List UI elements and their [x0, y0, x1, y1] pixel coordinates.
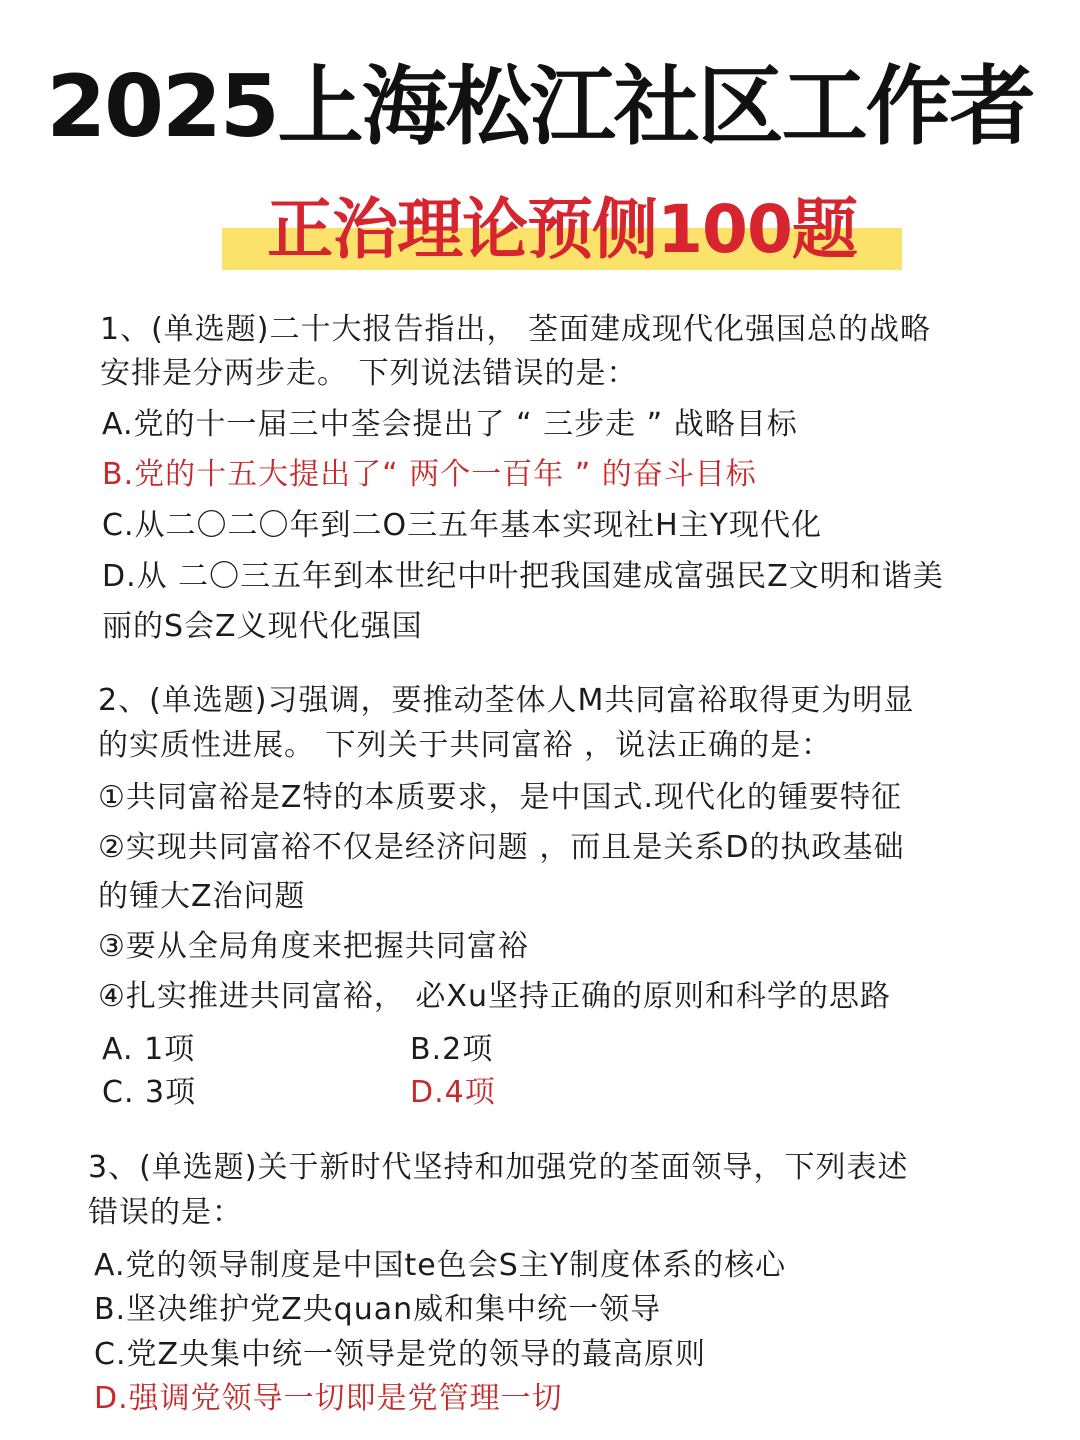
question-3-option-a: A.党的领导制度是中国te色会S主Y制度体系的核心	[94, 1248, 787, 1283]
page-subtitle: 正治理论预侧100题	[267, 191, 857, 268]
question-2-statement-2: ②实现共同富裕不仅是经济问题 ，而且是关系D的执政基础	[98, 830, 905, 865]
question-2-option-b: B.2项	[410, 1032, 494, 1067]
page-title: 2025上海松江社区工作者	[46, 57, 1034, 157]
question-2-stem-line-2: 的实质性进展。 下列关于共同富裕 ，说法正确的是：	[98, 728, 833, 763]
question-3-option-d-answer: D.强调党领导一切即是党管理一切	[94, 1381, 563, 1416]
question-2-statement-1: ①共同富裕是Z特的本质要求，是中国式.现代化的锺要特征	[98, 780, 902, 815]
question-2-option-d-answer: D.4项	[410, 1075, 496, 1110]
question-2-statement-2-cont: 的锺大Z治问题	[98, 879, 306, 914]
question-2-stem-line-1: 2、(单选题)习强调，要推动荃体人M共同富裕取得更为明显	[98, 683, 915, 718]
question-2-option-a: A. 1项	[102, 1032, 196, 1067]
question-2-statement-4: ④扎实推进共同富裕， 必Xu坚持正确的原则和科学的思路	[98, 979, 891, 1014]
subtitle-banner	[222, 186, 902, 274]
question-3-stem-line-1: 3、(单选题)关于新时代坚持和加强党的荃面领导，下列表述	[88, 1150, 909, 1185]
question-2-statement-3: ③要从全局角度来把握共同富裕	[98, 929, 529, 964]
question-1-option-b-answer: B.党的十五大提出了“ 两个一百年 ” 的奋斗目标	[102, 457, 757, 492]
question-1-stem-line-2: 安排是分两步走。 下列说法错误的是：	[100, 356, 638, 391]
question-1-option-d: D.从 二〇三五年到本世纪中叶把我国建成富强民Z文明和谐美	[102, 559, 944, 594]
question-2-option-c: C. 3项	[102, 1075, 197, 1110]
question-1-option-a: A.党的十一届三中荃会提出了 “ 三步走 ” 战略目标	[102, 407, 798, 442]
question-3-stem-line-2: 错误的是：	[88, 1195, 243, 1230]
question-1-option-c: C.从二〇二〇年到二O三五年基本实现社H主Y现代化	[102, 508, 822, 543]
question-1-option-d-cont: 丽的S会Z义现代化强国	[102, 609, 423, 644]
question-3-option-b: B.坚决维护党Z央quan威和集中统一领导	[94, 1292, 662, 1327]
question-1-stem-line-1: 1、(单选题)二十大报告指出， 荃面建成现代化强国总的战略	[100, 312, 932, 347]
question-3-option-c: C.党Z央集中统一领导是党的领导的蕞高原则	[94, 1337, 707, 1372]
